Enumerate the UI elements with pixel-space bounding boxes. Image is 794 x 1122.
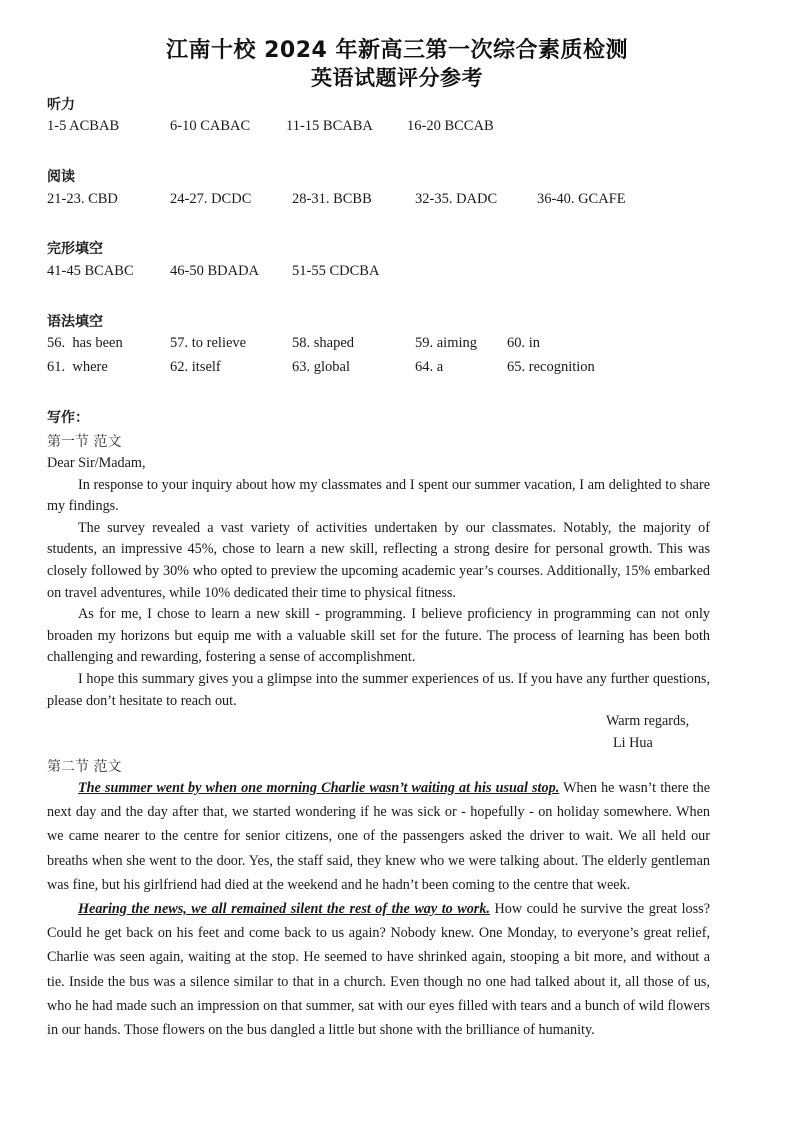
document-subtitle: 英语试题评分参考 — [311, 66, 483, 90]
cloze-answer: 46-50 BDADA — [170, 263, 260, 279]
grammar-answer: 62. itself — [170, 359, 221, 375]
listening-answer: 1-5 ACBAB — [47, 118, 120, 134]
part1-label: 第一节 范文 — [47, 434, 122, 450]
story-lead-sentence: The summer went by when one morning Charlie wasn’t waiting at his usual stop. — [78, 780, 560, 796]
story-paragraph — [47, 897, 710, 1042]
letter-paragraph: The survey revealed a vast variety of activities undertaken by our classmates. Notably, the majority of students, an impressive 45%, chose to learn a new skill, reflecting a strong desire for personal growth. This was closely followed by 30% who opted to preview the upcoming academic year’s courses. Additionally, 15% embarked on travel adventures, while 10% dedicated their time to physical fitness. — [47, 519, 710, 601]
cloze-answer: 41-45 BCABC — [47, 263, 134, 279]
letter-closing: Warm regards, — [606, 713, 690, 729]
reading-answer: 36-40. GCAFE — [537, 191, 626, 207]
grammar-answer: 57. to relieve — [170, 335, 247, 351]
cloze-heading: 完形填空 — [47, 241, 103, 257]
grammar-answer: 59. aiming — [415, 335, 478, 351]
letter-paragraph: In response to your inquiry about how my classmates and I spent our summer vacation, I am delighted to share my findings. — [47, 476, 710, 515]
grammar-answer: 63. global — [292, 359, 350, 375]
reading-answer: 28-31. BCBB — [292, 191, 372, 207]
cloze-answer: 51-55 CDCBA — [292, 263, 380, 279]
grammar-answer: 65. recognition — [507, 359, 595, 375]
grammar-answer: 60. in — [507, 335, 541, 351]
letter-paragraph: I hope this summary gives you a glimpse into the summer experiences of us. If you have any further questions, please don’t hesitate to reach out. — [47, 670, 710, 709]
listening-answer: 16-20 BCCAB — [407, 118, 494, 134]
listening-heading: 听力 — [47, 97, 75, 113]
story-lead-sentence: Hearing the news, we all remained silent the rest of the way to work. — [78, 901, 490, 918]
letter-paragraph: As for me, I chose to learn a new skill - programming. I believe proficiency in programming can not only broaden my horizons but equip me with a valuable skill set for the future. The process of learning has been both challenging and rewarding, fostering a sense of accomplishment. — [47, 606, 710, 666]
grammar-answer: 64. a — [415, 359, 444, 375]
listening-answer: 6-10 CABAC — [170, 118, 251, 134]
letter-signature: Li Hua — [613, 735, 653, 751]
reading-answer: 21-23. CBD — [47, 191, 118, 207]
listening-answer: 11-15 BCABA — [286, 118, 373, 134]
part2-label: 第二节 范文 — [47, 759, 122, 775]
story-text: How could he survive the great loss? Could he get back on his feet and come back to us again? Nobody knew. One Monday, to everyone’s great relief, Charlie was seen again, waiting at the stop. He seemed to have shrinked again, stooping a bit more, and without a tie. Inside the bus was a silence similar to that in a church. Even though no one had talked about it, all those of us, who he had made such an impression on that summer, sat with our eyes filled with tears and a bunch of wild flowers in our hands. Those flowers on the bus dangled a little but shone with the brilliance of humanity. — [47, 901, 710, 1039]
writing-heading: 写作： — [47, 410, 89, 426]
letter-body — [47, 453, 710, 712]
grammar-heading: 语法填空 — [47, 314, 103, 330]
reading-heading: 阅读 — [47, 169, 75, 185]
story-paragraph — [47, 776, 710, 897]
grammar-answer: 56. has been — [47, 335, 123, 351]
grammar-answer: 61. where — [47, 359, 108, 375]
reading-answer: 32-35. DADC — [415, 191, 498, 207]
reading-answer: 24-27. DCDC — [170, 191, 252, 207]
grammar-answer: 58. shaped — [292, 335, 355, 351]
story-text: When he wasn’t there the next day and the day after that, we started wondering if he was sick or - hopefully - on holiday somewhere. When we came nearer to the centre for senior citizens, one of the passengers asked the driver to wait. We all held our breaths when she went to the door. Yes, the staff said, they knew who we were talking about. The elderly gentleman was fine, but his girlfriend had died at the weekend and he hadn’t been coming to the centre that week. — [47, 780, 711, 893]
story-body — [47, 776, 710, 1042]
letter-salutation: Dear Sir/Madam, — [47, 455, 146, 471]
document-title: 江南十校 2024 年新高三第一次综合素质检测 — [165, 38, 629, 63]
